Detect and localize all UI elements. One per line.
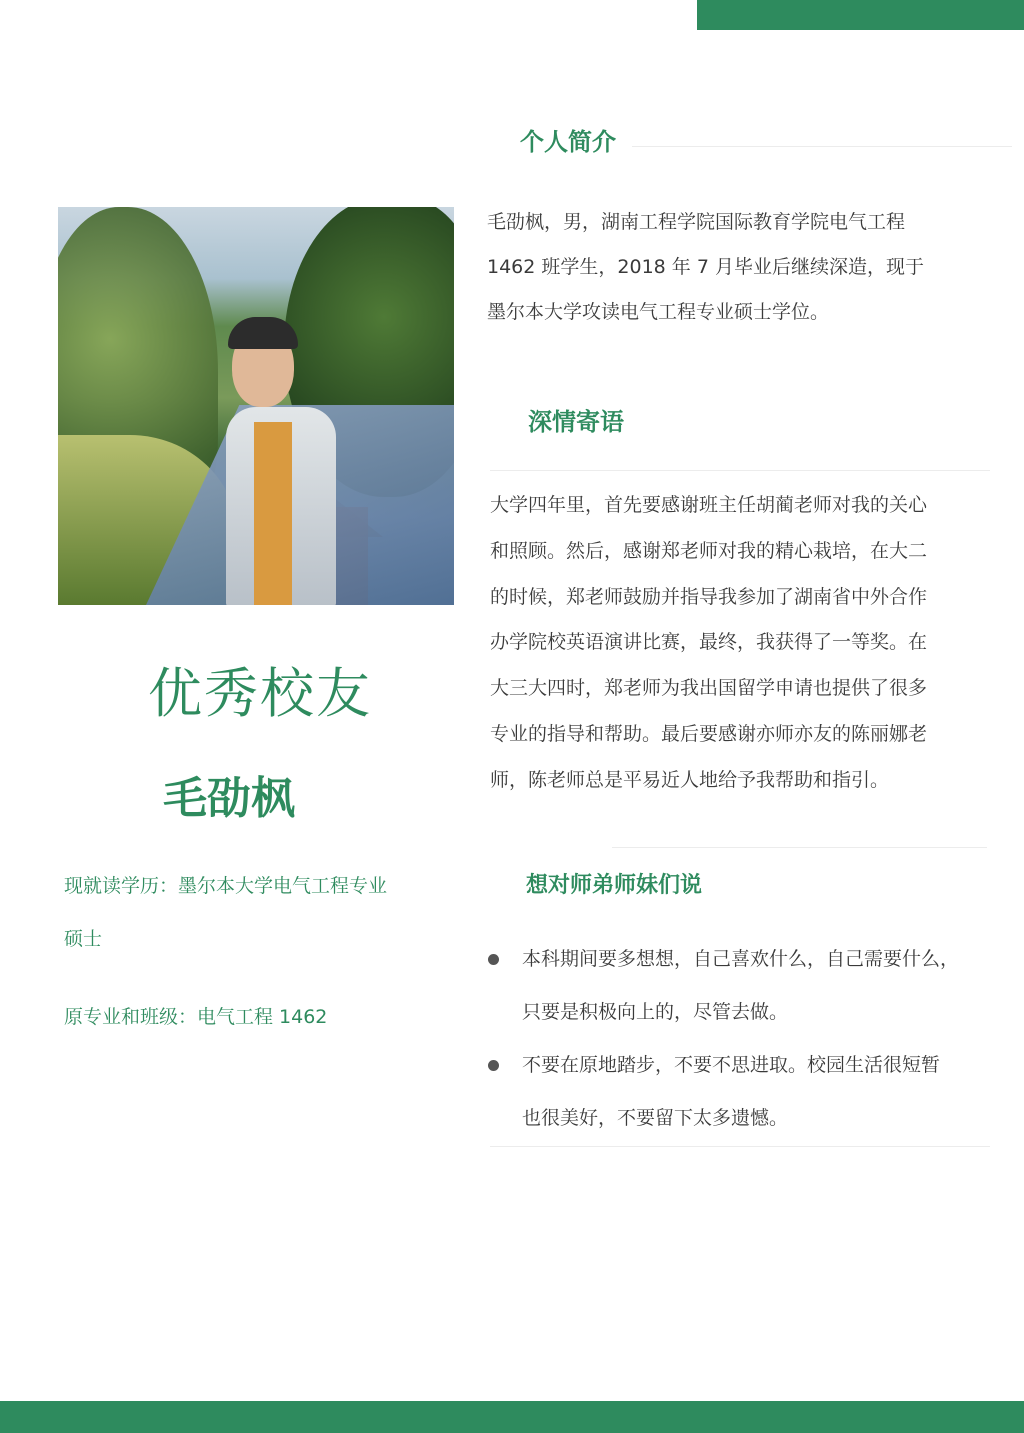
portrait-photo [58, 207, 454, 605]
alumni-name: 毛劭枫 [163, 773, 295, 824]
advice-divider-bottom [490, 1146, 990, 1147]
photo-person-shirt [254, 422, 292, 605]
profile-section-title: 个人简介 [520, 128, 616, 156]
message-text [490, 483, 927, 804]
profile-line: 毛劭枫，男，湖南工程学院国际教育学院电气工程 [487, 211, 906, 233]
message-line: 和照顾。然后，感谢郑老师对我的精心栽培，在大二 [490, 539, 928, 562]
advice-divider-top [612, 847, 987, 848]
message-line: 办学院校英语演讲比赛，最终，我获得了一等奖。在 [490, 631, 928, 654]
message-divider [490, 470, 990, 471]
original-major: 原专业和班级：电气工程 1462 [64, 1006, 328, 1028]
advice-bullet-line: 不要在原地踏步，不要不思进取。校园生活很短暂 [522, 1054, 941, 1076]
message-line: 的时候，郑老师鼓励并指导我参加了湖南省中外合作 [490, 585, 928, 608]
advice-section-title: 想对师弟师妹们说 [526, 873, 703, 898]
message-line: 师，陈老师总是平易近人地给予我帮助和指引。 [490, 768, 890, 791]
advice-bullet-line: 只要是积极向上的，尽管去做。 [522, 1001, 789, 1023]
advice-bullet-2 [522, 1039, 992, 1145]
message-section-title: 深情寄语 [528, 408, 624, 436]
message-line: 大三大四时，郑老师为我出国留学申请也提供了很多 [490, 677, 928, 700]
top-accent-bar [697, 0, 1024, 30]
current-study-line2: 硕士 [64, 928, 103, 950]
bottom-accent-bar [0, 1401, 1024, 1433]
honor-title: 优秀校友 [148, 662, 372, 725]
profile-divider [632, 146, 1012, 147]
profile-text [487, 200, 924, 335]
advice-bullet-line: 也很美好，不要留下太多遗憾。 [522, 1107, 789, 1129]
profile-line: 1462 班学生，2018 年 7 月毕业后继续深造，现于 [487, 256, 924, 278]
message-line: 大学四年里，首先要感谢班主任胡蔺老师对我的关心 [490, 494, 928, 516]
bullet-dot-icon [488, 954, 499, 965]
current-study-line1: 现就读学历：墨尔本大学电气工程专业 [64, 875, 388, 897]
advice-bullet-line: 本科期间要多想想，自己喜欢什么，自己需要什么， [522, 948, 960, 970]
profile-line: 墨尔本大学攻读电气工程专业硕士学位。 [487, 301, 830, 323]
advice-bullet-1 [522, 933, 992, 1039]
bullet-dot-icon [488, 1060, 499, 1071]
message-line: 专业的指导和帮助。最后要感谢亦师亦友的陈丽娜老 [490, 722, 928, 745]
